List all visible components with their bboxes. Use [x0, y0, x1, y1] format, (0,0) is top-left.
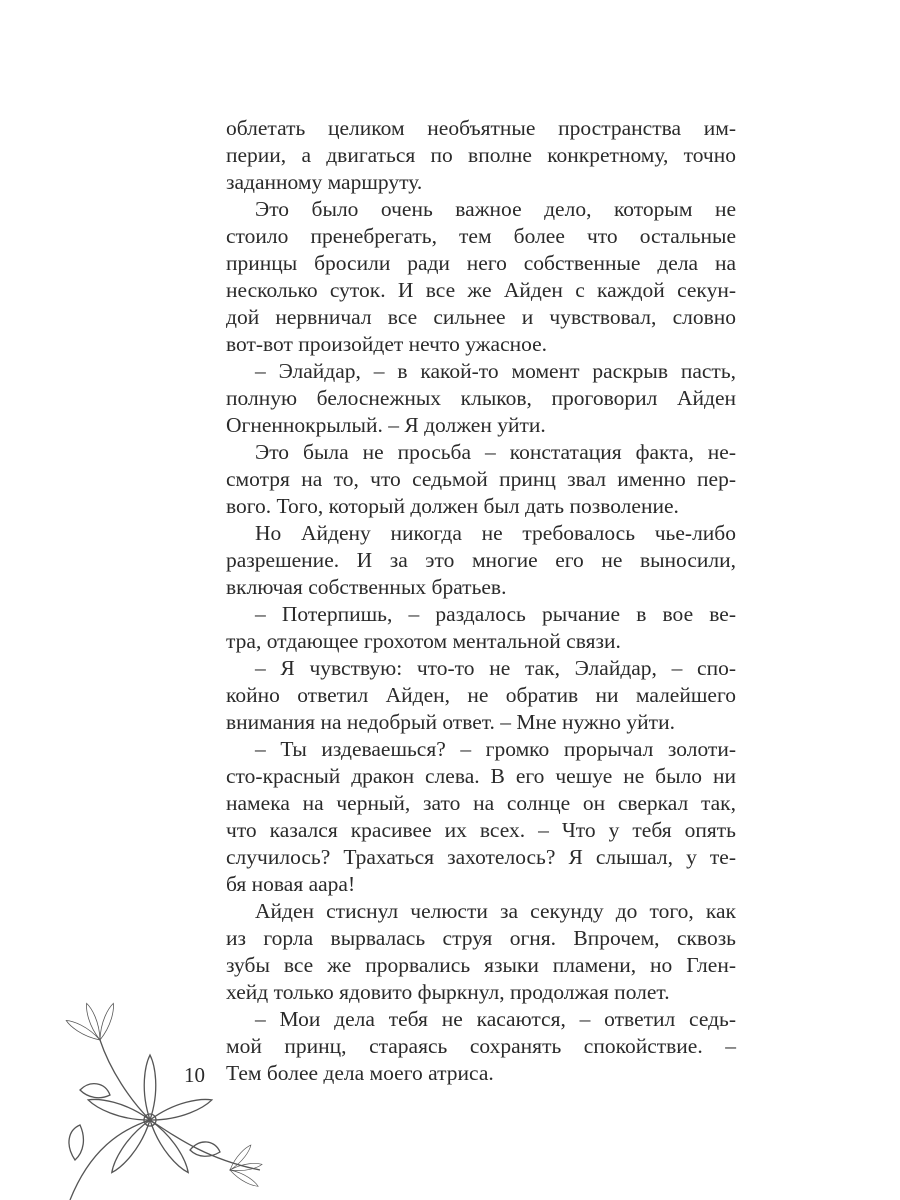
book-page-text	[226, 115, 736, 1087]
text-line: несколько суток. И все же Айден с каждой секун-	[226, 278, 736, 302]
text-line: сто-красный дракон слева. В его чешуе не было ни	[226, 764, 736, 788]
text-line: Огненнокрылый. – Я должен уйти.	[226, 413, 546, 437]
text-line: бя новая аара!	[226, 872, 356, 896]
text-line: мой принц, стараясь сохранять спокойствие. –	[226, 1034, 736, 1058]
text-line: вот-вот произойдет нечто ужасное.	[226, 332, 548, 356]
text-line: из горла вырвалась струя огня. Впрочем, сквозь	[226, 926, 736, 950]
text-line: что казался красивее их всех. – Что у тебя опять	[226, 818, 736, 842]
page-number: 10	[184, 1063, 205, 1087]
text-line: – Элайдар, – в какой-то момент раскрыв пасть,	[255, 359, 736, 383]
text-line: перии, а двигаться по вполне конкретному, точно	[226, 143, 736, 167]
text-line: дой нервничал все сильнее и чувствовал, словно	[226, 305, 736, 329]
text-line: зубы все же прорвались языки пламени, но Глен-	[226, 953, 736, 977]
text-line: – Мои дела тебя не касаются, – ответил седь-	[255, 1007, 736, 1031]
text-line: койно ответил Айден, не обратив ни малейшего	[226, 683, 736, 707]
text-line: вого. Того, который должен был дать позволение.	[226, 494, 679, 518]
text-line: стоило пренебрегать, тем более что остальные	[226, 224, 736, 248]
text-line: облетать целиком необъятные пространства им-	[226, 116, 736, 140]
text-line: смотря на то, что седьмой принц звал именно пер-	[226, 467, 736, 491]
text-line: заданному маршруту.	[226, 170, 423, 194]
text-line: – Потерпишь, – раздалось рычание в вое ве-	[255, 602, 736, 626]
text-line: принцы бросили ради него собственные дела на	[226, 251, 736, 275]
text-line: – Ты издеваешься? – громко прорычал золоти-	[255, 737, 736, 761]
text-line: – Я чувствую: что-то не так, Элайдар, – спо-	[255, 656, 736, 680]
text-line: хейд только ядовито фыркнул, продолжая полет.	[226, 980, 670, 1004]
text-line: внимания на недобрый ответ. – Мне нужно уйти.	[226, 710, 675, 734]
text-line: Это было очень важное дело, которым не	[255, 197, 736, 221]
floral-ornament	[60, 970, 290, 1200]
text-line: полную белоснежных клыков, проговорил Айден	[226, 386, 736, 410]
text-line: Это была не просьба – констатация факта, не-	[255, 440, 736, 464]
text-line: разрешение. И за это многие его не выносили,	[226, 548, 736, 572]
text-line: намека на черный, зато на солнце он сверкал так,	[226, 791, 736, 815]
text-line: Айден стиснул челюсти за секунду до того, как	[255, 899, 736, 923]
text-line: случилось? Трахаться захотелось? Я слышал, у те-	[226, 845, 736, 869]
text-line: тра, отдающее грохотом ментальной связи.	[226, 629, 621, 653]
text-line: включая собственных братьев.	[226, 575, 507, 599]
text-line: Но Айдену никогда не требовалось чье-либо	[255, 521, 736, 545]
text-line: Тем более дела моего атриса.	[226, 1061, 494, 1085]
